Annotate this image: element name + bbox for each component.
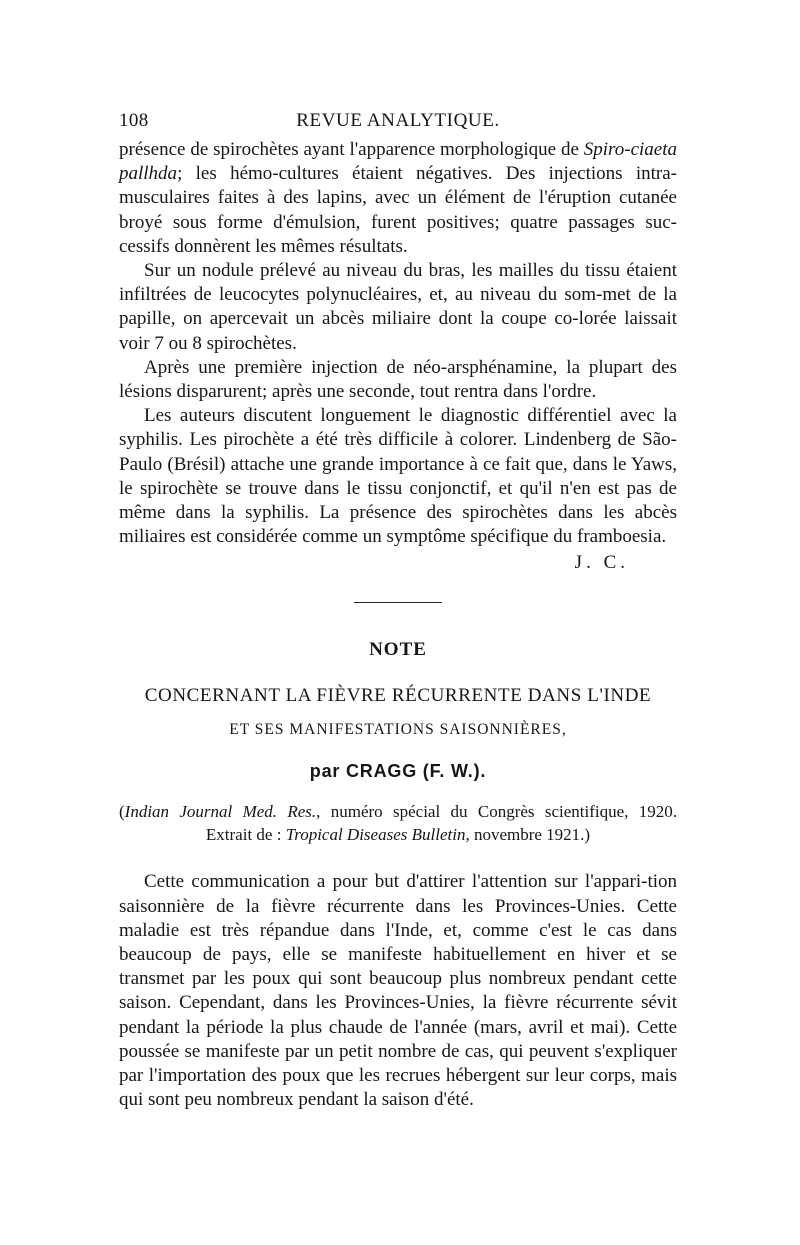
note-title: CONCERNANT LA FIÈVRE RÉCURRENTE DANS L'INDE bbox=[144, 685, 652, 707]
bulletin-name: Tropical Diseases Bulletin bbox=[285, 825, 466, 845]
paragraph-text: ; les hémo-cultures étaient négatives. Des injections intra-musculaires faites à des lapins, avec un élément de l'éruption cutanée broyé sous forme d'émulsion, furent positives; quatre passages suc-cessifs donnèrent les mêmes résultats. bbox=[119, 163, 677, 257]
journal-page bbox=[119, 110, 677, 1112]
note-subtitle: ET SES MANIFESTATIONS SAISONNIÈRES, bbox=[229, 721, 567, 739]
paragraph bbox=[119, 138, 677, 259]
citation-line bbox=[119, 800, 677, 823]
paragraph: Cette communication a pour but d'attirer l'attention sur l'appari-tion saisonnière de la fièvre récurrente dans les Provinces-Unies. Cette maladie est très répandue dans l'Inde, et, comme c'est le cas dans beaucoup de pays, elle se manifeste habituellement en hiver et se transmet par les poux qui sont beaucoup plus nombreux pendant cette saison. Cependant, dans les Provinces-Unies, la fièvre récurrente sévit pendant la période la plus chaude de l'année (mars, avril et mai). Cette poussée se manifeste par un petit nombre de cas, qui peuvent s'expliquer par l'importation des poux que les recrues hébergent sur leur corps, mais qui sont peu nombreux pendant la saison d'été. bbox=[119, 871, 677, 1111]
page-number: 108 bbox=[119, 110, 149, 131]
previous-article-text bbox=[119, 138, 677, 549]
note-body bbox=[119, 870, 677, 1112]
running-title: REVUE ANALYTIQUE. bbox=[296, 110, 500, 131]
paragraph-text: présence de spirochètes ayant l'apparence morphologique de bbox=[119, 139, 584, 160]
section-divider bbox=[354, 602, 442, 603]
paragraph: Après une première injection de néo-arsphénamine, la plupart des lésions disparurent; après une seconde, tout rentra dans l'ordre. bbox=[119, 356, 677, 403]
note-author: par CRAGG (F. W.). bbox=[309, 761, 487, 782]
author-initials: J. C. bbox=[574, 552, 629, 574]
species-name: Spiro-ciaeta pallhda bbox=[119, 139, 677, 185]
journal-name: Indian Journal Med. Res. bbox=[124, 802, 317, 822]
paragraph: Sur un nodule prélevé au niveau du bras, les mailles du tissu étaient infiltrées de leucocytes polynucléaires, et, au niveau du som-met de la papille, on apercevait un abcès miliaire dont la coupe co-lorée laissait voir 7 ou 8 spirochètes. bbox=[119, 260, 677, 354]
citation-text: Extrait de : bbox=[205, 825, 286, 845]
citation-text: , novembre 1921.) bbox=[465, 825, 591, 845]
note-source-citation bbox=[119, 800, 677, 846]
citation-line bbox=[119, 823, 677, 846]
citation-text: , numéro spécial du Congrès scientifique, 1920. bbox=[316, 802, 677, 822]
citation-paren: ( bbox=[119, 802, 125, 822]
paragraph: Les auteurs discutent longuement le diagnostic différentiel avec la syphilis. Les pirochète a été très difficile à colorer. Lindenberg de São-Paulo (Brésil) attache une grande importance à ce fait que, dans le Yaws, le spirochète se trouve dans le tissu conjonctif, et qu'il n'en est pas de même dans la syphilis. La présence des spirochètes dans les abcès miliaires est considérée comme un symptôme spécifique du framboesia. bbox=[119, 405, 677, 548]
running-head bbox=[119, 110, 677, 138]
note-heading: NOTE bbox=[369, 639, 427, 661]
